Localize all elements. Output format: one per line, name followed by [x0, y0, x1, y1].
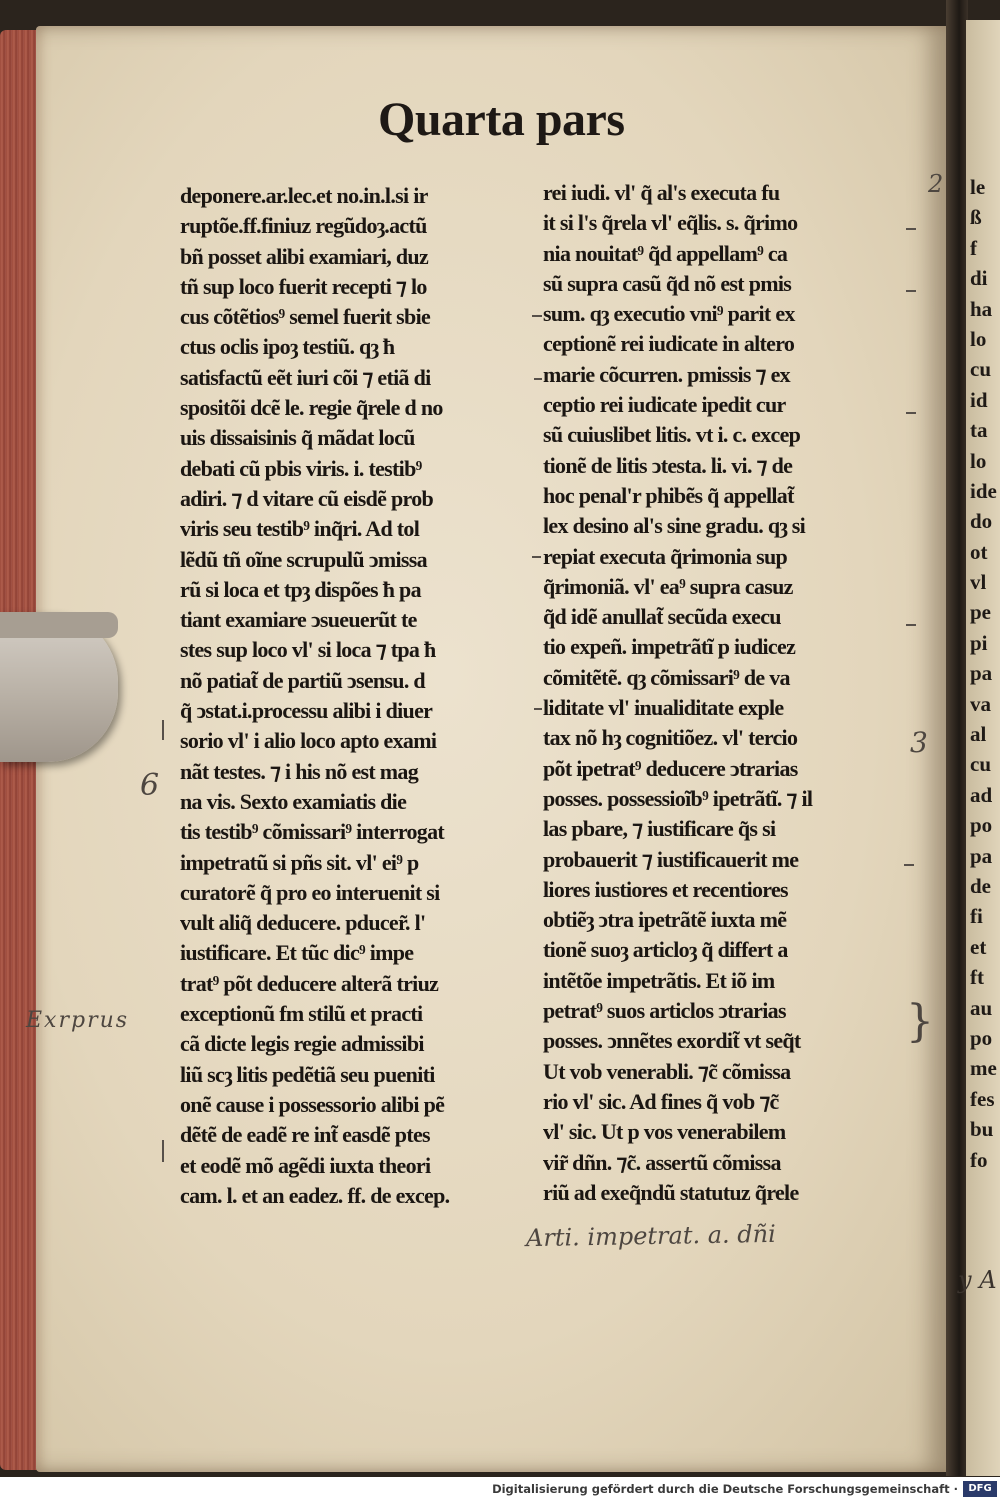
- text-line: ceptio rei iudicate ipedit cur: [543, 392, 786, 418]
- text-line: liores iustiores et recentiores: [543, 876, 788, 902]
- next-page-fragment: ide: [970, 478, 997, 503]
- text-line: tiant examiare ↄsueuerũt te: [180, 607, 417, 633]
- text-line: põt ipetrat⁹ deducere ↄtrarias: [543, 755, 798, 781]
- next-page-fragment: pi: [970, 630, 988, 655]
- text-line: satisfactũ eẽt iuri cõi ⁊ etiã di: [180, 364, 431, 390]
- text-line: impetratũ si pñs sit. vl' ei⁹ p: [180, 849, 419, 875]
- text-line: cus cõtẽtios⁹ semel fuerit sbie: [180, 304, 431, 330]
- text-line: debati cũ pbis viris. i. testib⁹: [180, 455, 422, 481]
- text-line: posses. ↄnnẽtes exordit̃ vt seq̃t: [543, 1028, 801, 1054]
- text-line: liũ scȝ litis pedẽtiã seu pueniti: [180, 1061, 435, 1087]
- text-line: tax nõ hȝ cognitiõez. vl' tercio: [543, 725, 798, 751]
- text-line: na vis. Sexto examiatis die: [180, 788, 407, 814]
- text-column-left: [180, 181, 532, 1211]
- text-line: cam. l. et an eadez. ff. de excep.: [180, 1182, 450, 1208]
- margin-dash: [904, 864, 914, 866]
- margin-bar: [162, 720, 164, 740]
- margin-note-number: 3: [910, 726, 928, 759]
- next-page-fragment: lo: [970, 448, 987, 473]
- text-line: trat⁹ põt deducere alterã triuz: [180, 970, 439, 996]
- margin-dash: [906, 228, 916, 230]
- text-line: posses. possessioĩb⁹ ipetrãtĩ. ⁊ il: [543, 785, 813, 811]
- text-line: nõ patiat̃ de partiũ ↄsensu. d: [180, 667, 425, 693]
- next-page-fragment: fi: [970, 904, 983, 929]
- next-page-fragment: ft: [970, 965, 984, 990]
- next-page-fragment: pe: [970, 600, 991, 625]
- text-line: vult aliq̃ deducere. pducer̃. l': [180, 910, 426, 936]
- text-line: tis testib⁹ cõmissari⁹ interrogat: [180, 819, 445, 845]
- text-line: ceptionẽ rei iudicate in altero: [543, 331, 795, 357]
- next-page-fragment: me: [970, 1056, 997, 1081]
- next-page-fragment: po: [970, 1025, 993, 1050]
- next-page-fragment: pa: [970, 843, 993, 868]
- text-line: rei iudi. vl' q̃ al's executa fu: [543, 180, 780, 205]
- next-page-fragment: cu: [970, 357, 991, 382]
- margin-dash: [532, 315, 542, 317]
- text-line: probauerit ⁊ iustificauerit me: [543, 846, 799, 872]
- text-line: deponere.ar.lec.et no.in.l.si ir: [180, 183, 428, 208]
- text-line: cã dicte legis regie admissibi: [180, 1031, 424, 1057]
- next-page-fragment: va: [970, 691, 991, 716]
- text-line: marie cõcurren. pmissis ⁊ ex: [543, 361, 790, 387]
- next-page-fragment: di: [970, 266, 988, 291]
- next-page-text: [966, 172, 997, 1175]
- margin-note-number: 2: [928, 170, 944, 198]
- next-page-fragment: ta: [970, 418, 988, 443]
- next-page-fragment: vl: [970, 570, 987, 595]
- text-line: lẽdũ tñ oĩne scrupulũ ↄmissa: [180, 546, 427, 572]
- margin-note-handwritten: Exrprus: [26, 1008, 130, 1033]
- next-page-edge: [966, 20, 1000, 1476]
- margin-dash: [534, 378, 542, 380]
- text-line: onẽ cause i possessorio alibi pẽ: [180, 1091, 445, 1117]
- text-line: obtiẽȝ ↄtra ipetrãtẽ iuxta mẽ: [543, 907, 787, 933]
- book-gutter: [946, 0, 968, 1476]
- text-line: liditate vl' inualiditate exple: [543, 695, 784, 721]
- text-line: sum. qȝ executio vni⁹ parit ex: [543, 301, 795, 327]
- text-line: nãt testes. ⁊ i his nõ est mag: [180, 758, 419, 784]
- text-line: sũ supra casũ q̃d nõ est pmis: [543, 270, 792, 296]
- next-page-fragment: de: [970, 873, 991, 898]
- text-line: et eodẽ mõ agẽdi iuxta theori: [180, 1152, 431, 1178]
- text-line: tñ sup loco fuerit recepti ⁊ lo: [180, 273, 427, 299]
- margin-dash: [906, 624, 916, 626]
- next-page-fragment: lo: [970, 326, 987, 351]
- margin-note-number: 6: [140, 768, 160, 803]
- next-page-fragment: po: [970, 813, 993, 838]
- text-line: exceptionũ fm stilũ et practi: [180, 1001, 423, 1027]
- text-line: tionẽ suoȝ articloȝ q̃ differt a: [543, 937, 788, 963]
- margin-dash: [532, 556, 541, 558]
- next-page-fragment: ot: [970, 539, 988, 564]
- next-page-fragment: pa: [970, 661, 993, 686]
- text-line: nia nouitat⁹ q̃d appellam⁹ ca: [543, 240, 788, 266]
- right-edge-handwritten-note: y A: [958, 1266, 997, 1294]
- clasp-strap: [0, 612, 118, 638]
- next-page-fragment: f: [970, 235, 977, 260]
- text-line: sũ cuiuslibet litis. vt i. c. excep: [543, 422, 801, 448]
- text-line: repiat executa q̃rimonia sup: [543, 543, 788, 569]
- text-line: lex desino al's sine gradu. qȝ si: [543, 513, 806, 539]
- next-page-fragment: fes: [970, 1086, 995, 1111]
- text-line: hoc penal'r phibẽs q̃ appellat̃: [543, 482, 794, 508]
- margin-dash: [906, 290, 916, 292]
- text-line: uis dissaisinis q̃ mãdat locũ: [180, 425, 415, 451]
- text-line: ruptõe.ff.finiuz regũdoȝ.actũ: [180, 213, 427, 239]
- margin-dash: [534, 708, 542, 710]
- margin-bar: [162, 1140, 164, 1162]
- bottom-handwritten-note: Arti. impetrat. a. dñi: [525, 1219, 777, 1253]
- text-line: rũ si loca et tpȝ dispões ħ pa: [180, 576, 421, 602]
- text-line: sorio vl' i alio loco apto exami: [180, 728, 437, 754]
- text-line: adiri. ⁊ d vitare cũ eisdẽ prob: [180, 485, 434, 511]
- text-line: vl' sic. Ut p vos venerabilem: [543, 1119, 786, 1145]
- text-line: riũ ad exeq̃ndũ statutuz q̃rele: [543, 1179, 799, 1205]
- text-line: it si l's q̃rela vl' eq̃lis. s. q̃rimo: [543, 210, 798, 236]
- text-line: intẽtõe impetrãtis. Et iõ im: [543, 967, 775, 993]
- text-line: curatorẽ q̃ pro eo interuenit si: [180, 879, 440, 905]
- next-page-fragment: do: [970, 509, 993, 534]
- text-line: tionẽ de litis ↄtesta. li. vi. ⁊ de: [543, 452, 793, 478]
- next-page-fragment: ß: [970, 205, 982, 230]
- text-line: dẽtẽ de eadẽ re int̃ easdẽ ptes: [180, 1122, 430, 1148]
- next-page-fragment: fo: [970, 1147, 988, 1172]
- next-page-fragment: al: [970, 722, 987, 747]
- digitization-credit-bar: [0, 1477, 1000, 1502]
- next-page-fragment: au: [970, 995, 993, 1020]
- text-line: q̃rimoniã. vl' ea⁹ supra casuz: [543, 573, 793, 599]
- next-page-fragment: ha: [970, 296, 993, 321]
- funding-credit: Digitalisierung gefördert durch die Deutsche Forschungsgemeinschaft ·: [492, 1482, 958, 1496]
- text-line: petrat⁹ suos articlos ↄtrarias: [543, 998, 786, 1024]
- text-line: tio expeñ. impetrãtĩ p iudicez: [543, 634, 796, 660]
- text-line: spositõi dcẽ le. regie q̃rele d no: [180, 395, 443, 421]
- text-line: vir̃ dñn. ⁊c̃. assertũ cõmissa: [543, 1149, 781, 1175]
- next-page-fragment: id: [970, 387, 988, 412]
- page-title: Quarta pars: [378, 93, 625, 146]
- text-line: bñ posset alibi examiari, duz: [180, 243, 429, 269]
- text-line: q̃ ↄstat.i.processu alibi i diuer: [180, 698, 433, 724]
- text-line: viris seu testib⁹ inq̃ri. Ad tol: [180, 516, 420, 542]
- next-page-fragment: le: [970, 175, 986, 199]
- text-column-right: [543, 178, 905, 1208]
- text-line: rio vl' sic. Ad fines q̃ vob ⁊c̃: [543, 1088, 779, 1114]
- next-page-fragment: et: [970, 934, 987, 959]
- text-line: ctus oclis ipoȝ testiũ. qȝ ħ: [180, 334, 395, 360]
- margin-brace: }: [906, 996, 934, 1047]
- text-line: q̃d idẽ anullat̃ secũda execu: [543, 604, 781, 630]
- margin-dash: [906, 412, 916, 414]
- next-page-fragment: cu: [970, 752, 991, 777]
- text-line: Ut vob venerabli. ⁊c̃ cõmissa: [543, 1058, 791, 1084]
- dfg-logo: DFG: [963, 1481, 997, 1497]
- text-line: stes sup loco vl' si loca ⁊ tpa ħ: [180, 637, 436, 663]
- next-page-fragment: ad: [970, 782, 993, 807]
- next-page-fragment: bu: [970, 1117, 994, 1142]
- text-line: cõmitẽtẽ. qȝ cõmissari⁹ de va: [543, 664, 790, 690]
- text-line: iustificare. Et tũc dic⁹ impe: [180, 940, 414, 966]
- text-line: las pbare, ⁊ iustificare q̃s si: [543, 816, 776, 842]
